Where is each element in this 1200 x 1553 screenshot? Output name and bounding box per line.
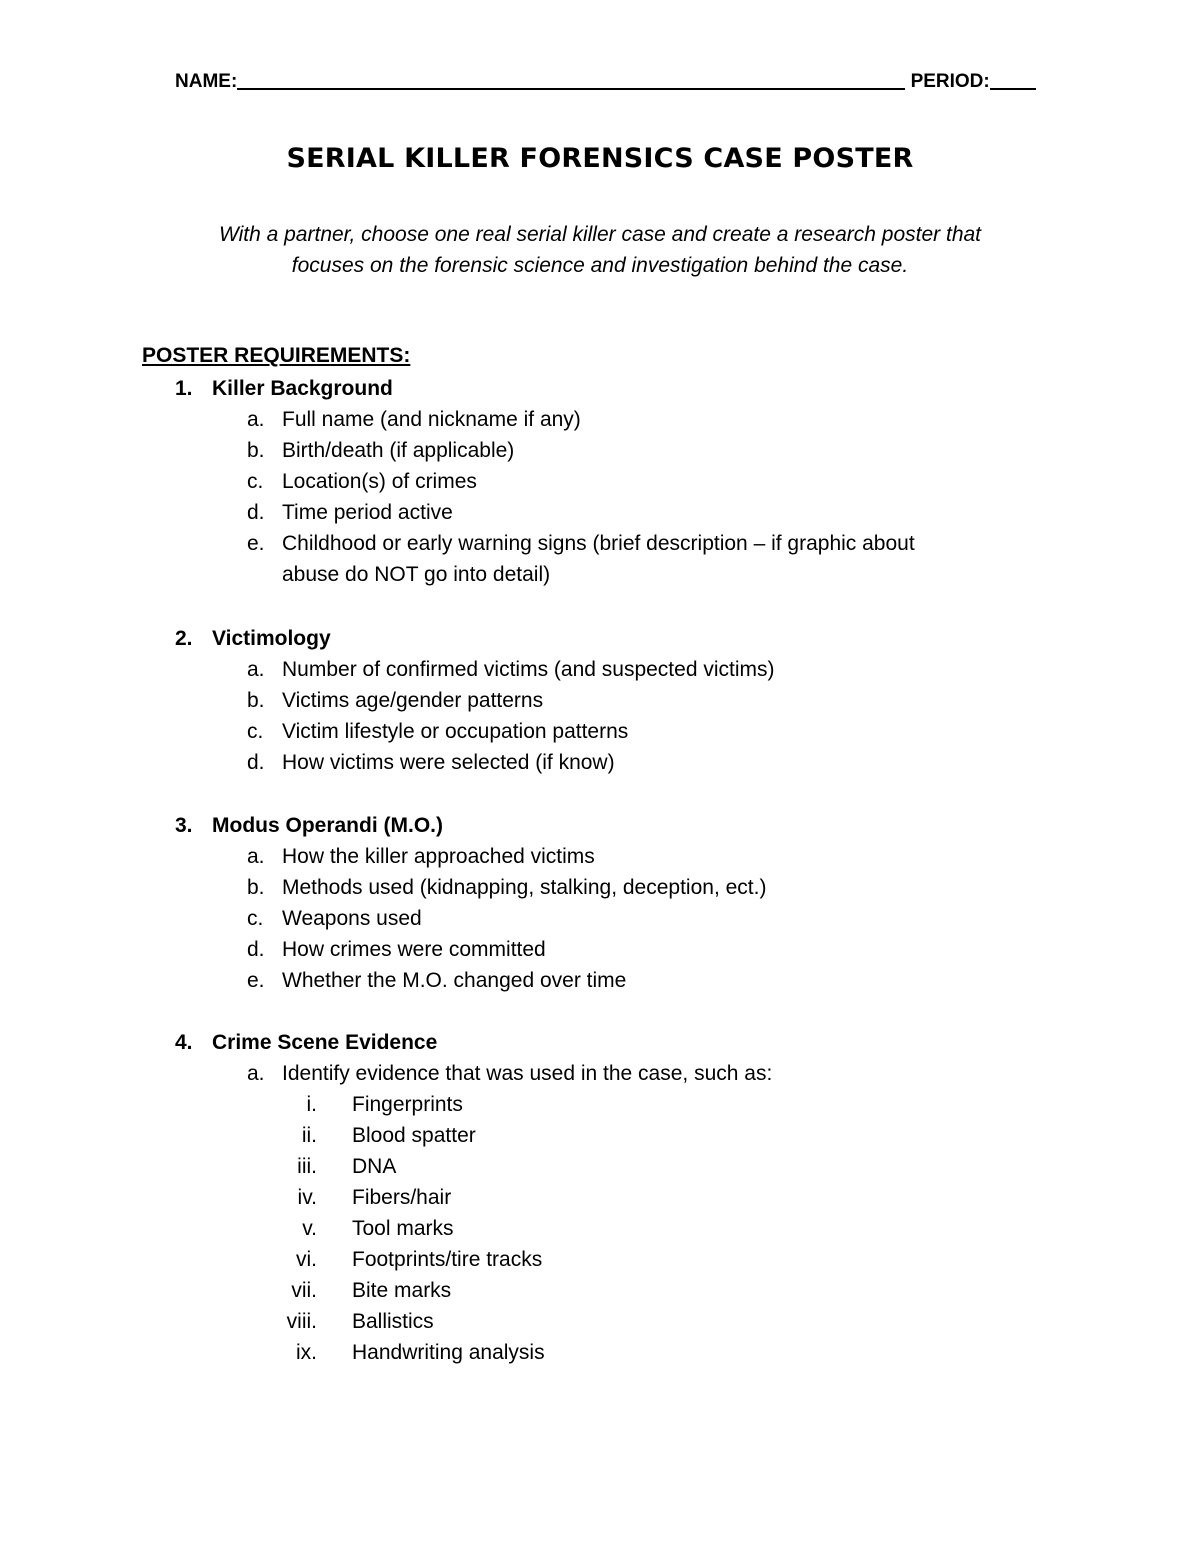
section-number: 3. [175,814,193,837]
sub-list-item-text: DNA [352,1155,397,1178]
list-item-text: Victim lifestyle or occupation patterns [282,720,629,743]
list-item-text: Identify evidence that was used in the case, such as: [282,1062,773,1085]
sub-list-item-numeral: iii. [297,1155,317,1178]
section-title: Victimology [212,627,331,650]
sub-list-item-numeral: ix. [296,1341,317,1364]
period-label: PERIOD: [910,71,990,92]
sub-list-item-text: Handwriting analysis [352,1341,545,1364]
sub-list-item-numeral: vii. [291,1279,317,1302]
instructions [150,219,1050,281]
sub-list-item-numeral: i. [306,1093,317,1116]
list-item-text: Whether the M.O. changed over time [282,969,627,992]
list-item-letter: d. [247,751,265,774]
list-item-text: Weapons used [282,907,422,930]
sub-list-item-text: Bite marks [352,1279,452,1302]
instructions-line-1: With a partner, choose one real serial killer case and create a research poster that [218,223,982,246]
list-item-letter: a. [247,408,265,431]
sub-list-item-text: Fibers/hair [352,1186,452,1209]
list-item-letter: b. [247,876,265,899]
list-item-text: Methods used (kidnapping, stalking, deception, ect.) [282,876,767,899]
name-blank[interactable] [237,70,905,90]
list-item-text: How the killer approached victims [282,845,595,868]
list-item-text: Birth/death (if applicable) [282,439,515,462]
name-label: NAME: [175,71,238,92]
sub-list-item-numeral: vi. [296,1248,317,1271]
list-item-letter: e. [247,532,265,555]
list-item-letter: c. [247,470,264,493]
sub-list-item-text: Ballistics [352,1310,434,1333]
section-number: 1. [175,377,193,400]
sub-list-item-numeral: iv. [297,1186,317,1209]
sub-list-item-text: Fingerprints [352,1093,463,1116]
list-item-text: Childhood or early warning signs (brief description – if graphic about [282,532,915,555]
section-title: Crime Scene Evidence [212,1031,438,1054]
sub-list-item-numeral: v. [302,1217,317,1240]
list-item-text: Location(s) of crimes [282,470,477,493]
section-number: 4. [175,1031,193,1054]
list-item-text: abuse do NOT go into detail) [282,563,551,586]
section-title: Modus Operandi (M.O.) [212,814,443,837]
name-period-header [175,70,1036,93]
list-item-text: Victims age/gender patterns [282,689,544,712]
list-item-letter: c. [247,720,264,743]
list-item-letter: a. [247,1062,265,1085]
list-item-text: How crimes were committed [282,938,546,961]
period-blank[interactable] [990,70,1036,90]
sub-list-item-numeral: viii. [286,1310,317,1333]
list-item-text: Full name (and nickname if any) [282,408,581,431]
list-item-text: How victims were selected (if know) [282,751,615,774]
list-item-letter: a. [247,845,265,868]
sub-list-item-numeral: ii. [301,1124,317,1147]
sub-list-item-text: Blood spatter [352,1124,476,1147]
list-item-letter: b. [247,689,265,712]
list-item-letter: d. [247,938,265,961]
list-item-text: Number of confirmed victims (and suspected victims) [282,658,775,681]
section-title: Killer Background [212,377,393,400]
list-item-letter: b. [247,439,265,462]
sub-list-item-text: Footprints/tire tracks [352,1248,543,1271]
list-item-letter: a. [247,658,265,681]
list-item-text: Time period active [282,501,453,524]
sub-list-item-text: Tool marks [352,1217,454,1240]
list-item-letter: c. [247,907,264,930]
list-item-letter: e. [247,969,265,992]
page-title: SERIAL KILLER FORENSICS CASE POSTER [286,143,914,174]
requirements-heading: POSTER REQUIREMENTS: [142,344,411,367]
instructions-line-2: focuses on the forensic science and investigation behind the case. [291,254,909,277]
section-number: 2. [175,627,193,650]
list-item-letter: d. [247,501,265,524]
